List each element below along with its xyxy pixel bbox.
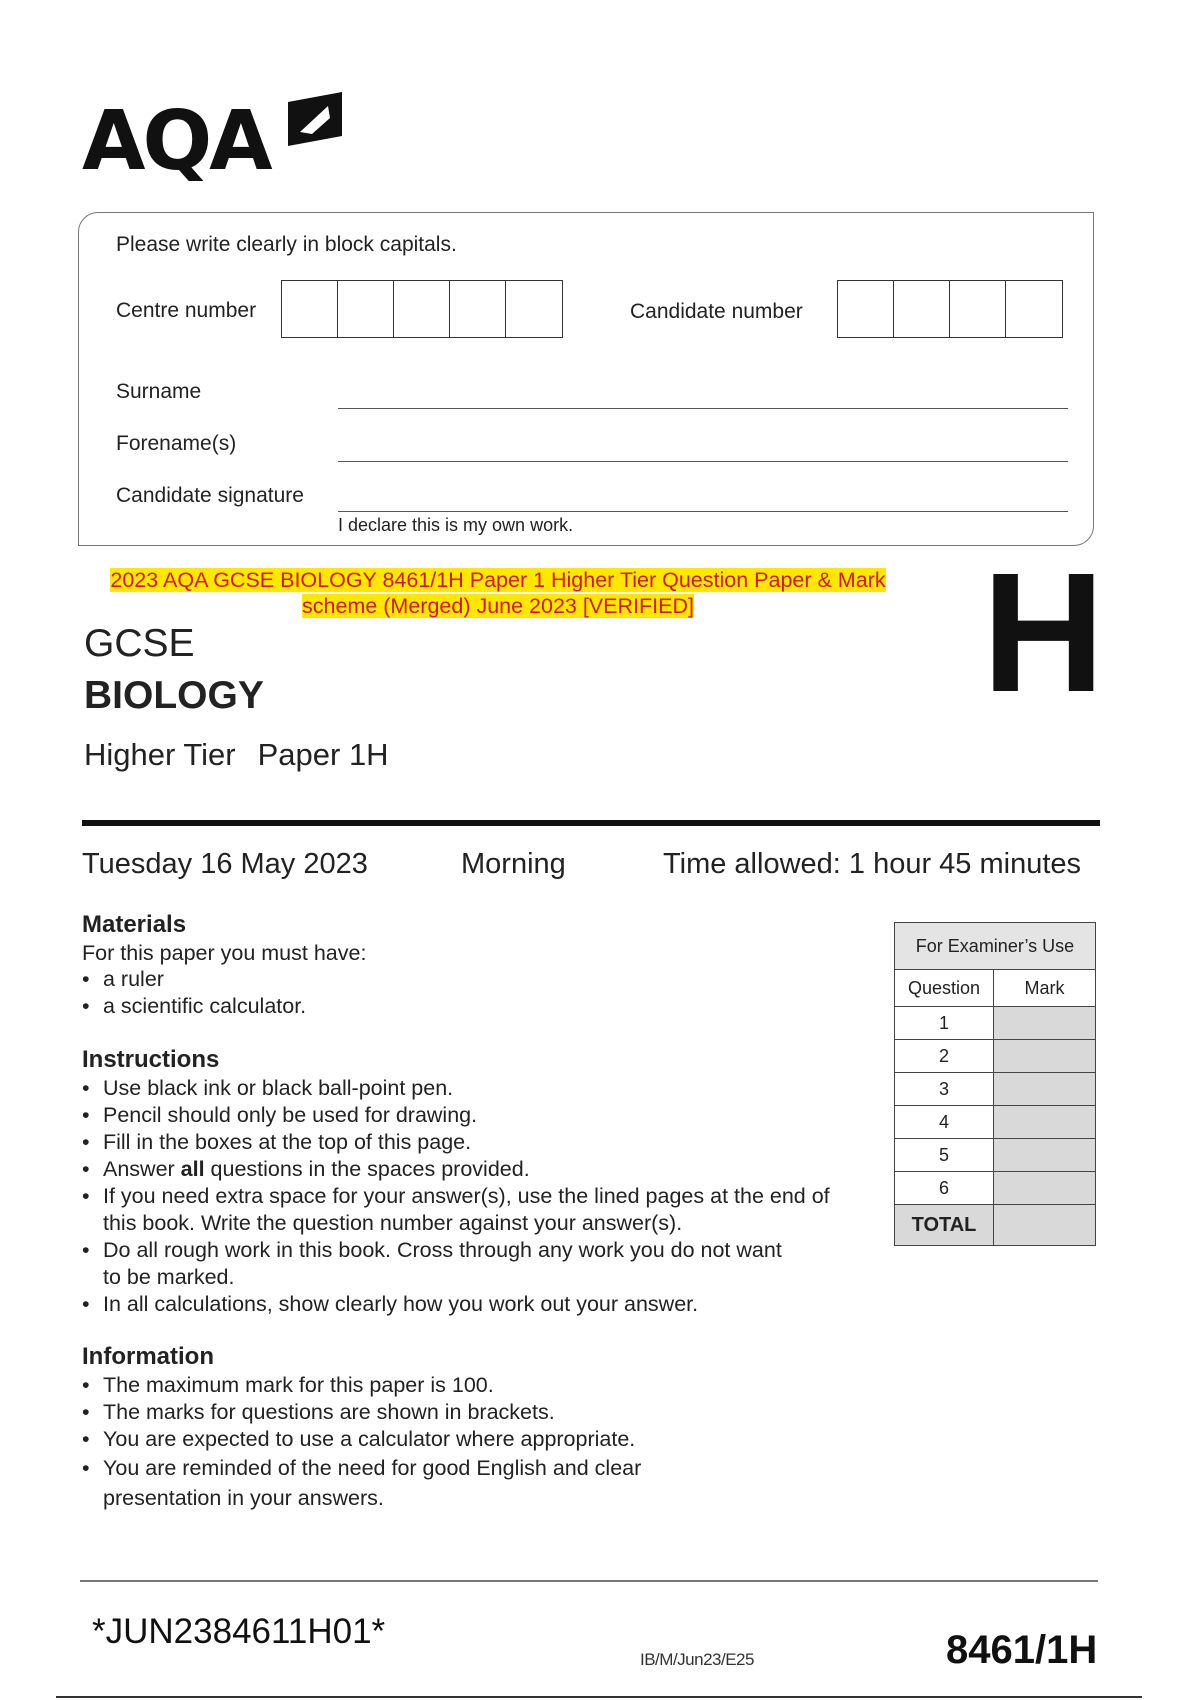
mark-cell[interactable] xyxy=(994,1007,1096,1040)
surname-field[interactable] xyxy=(338,408,1068,409)
candidate-number-label: Candidate number xyxy=(630,300,803,323)
instruction-text: Do all rough work in this book. Cross through any work you do not want xyxy=(103,1238,782,1262)
candidate-signature-label: Candidate signature xyxy=(116,484,304,507)
aqa-logo-mark-icon xyxy=(282,92,342,154)
centre-number-digit[interactable] xyxy=(450,281,506,337)
surname-label: Surname xyxy=(116,380,202,403)
list-item: • In all calculations, show clearly how you work out your answer. xyxy=(82,1291,882,1318)
tier-letter: H xyxy=(982,538,1105,728)
list-item: • Pencil should only be used for drawing. xyxy=(82,1102,882,1129)
list-item: • The maximum mark for this paper is 100. xyxy=(82,1372,782,1399)
table-row xyxy=(895,1205,1096,1246)
mark-cell[interactable] xyxy=(994,1172,1096,1205)
candidate-number-digit[interactable] xyxy=(838,281,894,337)
centre-number-digit[interactable] xyxy=(506,281,562,337)
time-allowed: Time allowed: 1 hour 45 minutes xyxy=(663,848,1082,880)
forenames-field[interactable] xyxy=(338,461,1068,462)
title-divider xyxy=(82,820,1100,826)
subject-title: BIOLOGY xyxy=(84,674,264,717)
centre-number-digit[interactable] xyxy=(394,281,450,337)
instruction-text: to be marked. xyxy=(103,1265,235,1289)
mark-column-header: Mark xyxy=(994,970,1096,1007)
table-row xyxy=(895,1139,1096,1172)
question-number: 2 xyxy=(895,1040,994,1073)
block-capitals-instruction: Please write clearly in block capitals. xyxy=(116,233,457,256)
reference-code: IB/M/Jun23/E25 xyxy=(640,1650,754,1669)
information-heading: Information xyxy=(82,1343,214,1370)
bottom-rule xyxy=(56,1696,1142,1698)
list-item: • You are expected to use a calculator where appropriate. xyxy=(82,1426,782,1453)
mark-cell[interactable] xyxy=(994,1073,1096,1106)
question-number: 6 xyxy=(895,1172,994,1205)
question-number: 3 xyxy=(895,1073,994,1106)
exam-session: Morning xyxy=(461,848,566,880)
logo-text: AQA xyxy=(82,94,270,189)
aqa-logo xyxy=(82,92,352,192)
list-item xyxy=(82,1453,782,1513)
mark-cell[interactable] xyxy=(994,1040,1096,1073)
list-item: • The marks for questions are shown in brackets. xyxy=(82,1399,782,1426)
list-item: • a ruler xyxy=(82,966,306,993)
instruction-text: questions in the spaces provided. xyxy=(204,1157,530,1181)
tier-paper-line xyxy=(84,737,389,773)
information-text: presentation in your answers. xyxy=(103,1486,384,1510)
mark-cell[interactable] xyxy=(994,1106,1096,1139)
centre-number-digit[interactable] xyxy=(282,281,338,337)
centre-number-digit[interactable] xyxy=(338,281,394,337)
candidate-number-boxes[interactable] xyxy=(837,280,1063,338)
exam-date: Tuesday 16 May 2023 xyxy=(82,848,368,880)
signature-field[interactable] xyxy=(338,511,1068,512)
question-number: 4 xyxy=(895,1106,994,1139)
instructions-heading: Instructions xyxy=(82,1046,220,1073)
banner-line-1: 2023 AQA GCSE BIOLOGY 8461/1H Paper 1 Higher Tier Question Paper & Mark xyxy=(110,568,886,592)
qualification-title: GCSE xyxy=(84,622,195,665)
mark-cell[interactable] xyxy=(994,1139,1096,1172)
footer-divider xyxy=(80,1580,1098,1582)
list-item: • Fill in the boxes at the top of this page. xyxy=(82,1129,882,1156)
information-text: You are reminded of the need for good English and clear xyxy=(103,1456,642,1480)
banner-line-2: scheme (Merged) June 2023 [VERIFIED] xyxy=(302,594,694,618)
list-item: • Use black ink or black ball-point pen. xyxy=(82,1075,882,1102)
list-item xyxy=(82,1183,882,1237)
candidate-number-digit[interactable] xyxy=(950,281,1006,337)
list-item: • a scientific calculator. xyxy=(82,993,306,1020)
paper-code: 8461/1H xyxy=(946,1628,1098,1672)
total-mark-cell[interactable] xyxy=(994,1205,1096,1246)
instruction-text: this book. Write the question number against your answer(s). xyxy=(103,1211,683,1235)
table-row xyxy=(895,1040,1096,1073)
barcode-text: *JUN2384611H01* xyxy=(92,1612,386,1651)
materials-heading: Materials xyxy=(82,911,187,938)
materials-intro: For this paper you must have: xyxy=(82,941,367,965)
examiner-table-header: For Examiner’s Use xyxy=(895,923,1096,970)
paper-label: Paper 1H xyxy=(257,737,389,772)
table-row xyxy=(895,1106,1096,1139)
table-row xyxy=(895,1172,1096,1205)
materials-list xyxy=(82,966,306,1020)
forenames-label: Forename(s) xyxy=(116,432,237,455)
centre-number-boxes[interactable] xyxy=(281,280,563,338)
declaration-text: I declare this is my own work. xyxy=(338,515,574,535)
total-label: TOTAL xyxy=(895,1205,994,1246)
instruction-emphasis: all xyxy=(180,1157,205,1181)
question-number: 5 xyxy=(895,1139,994,1172)
centre-number-label: Centre number xyxy=(116,299,257,322)
instruction-text: If you need extra space for your answer(s), use the lined pages at the end of xyxy=(103,1184,830,1208)
candidate-number-digit[interactable] xyxy=(1006,281,1062,337)
tier-label: Higher Tier xyxy=(84,737,236,772)
highlighted-banner xyxy=(90,567,906,619)
instructions-list xyxy=(82,1075,882,1318)
examiner-use-table xyxy=(894,922,1096,1246)
information-list xyxy=(82,1372,782,1513)
instruction-text: Answer xyxy=(103,1157,181,1181)
candidate-number-digit[interactable] xyxy=(894,281,950,337)
table-row xyxy=(895,1073,1096,1106)
question-number: 1 xyxy=(895,1007,994,1040)
table-row xyxy=(895,1007,1096,1040)
question-column-header: Question xyxy=(895,970,994,1007)
list-item xyxy=(82,1237,882,1291)
list-item xyxy=(82,1156,882,1183)
